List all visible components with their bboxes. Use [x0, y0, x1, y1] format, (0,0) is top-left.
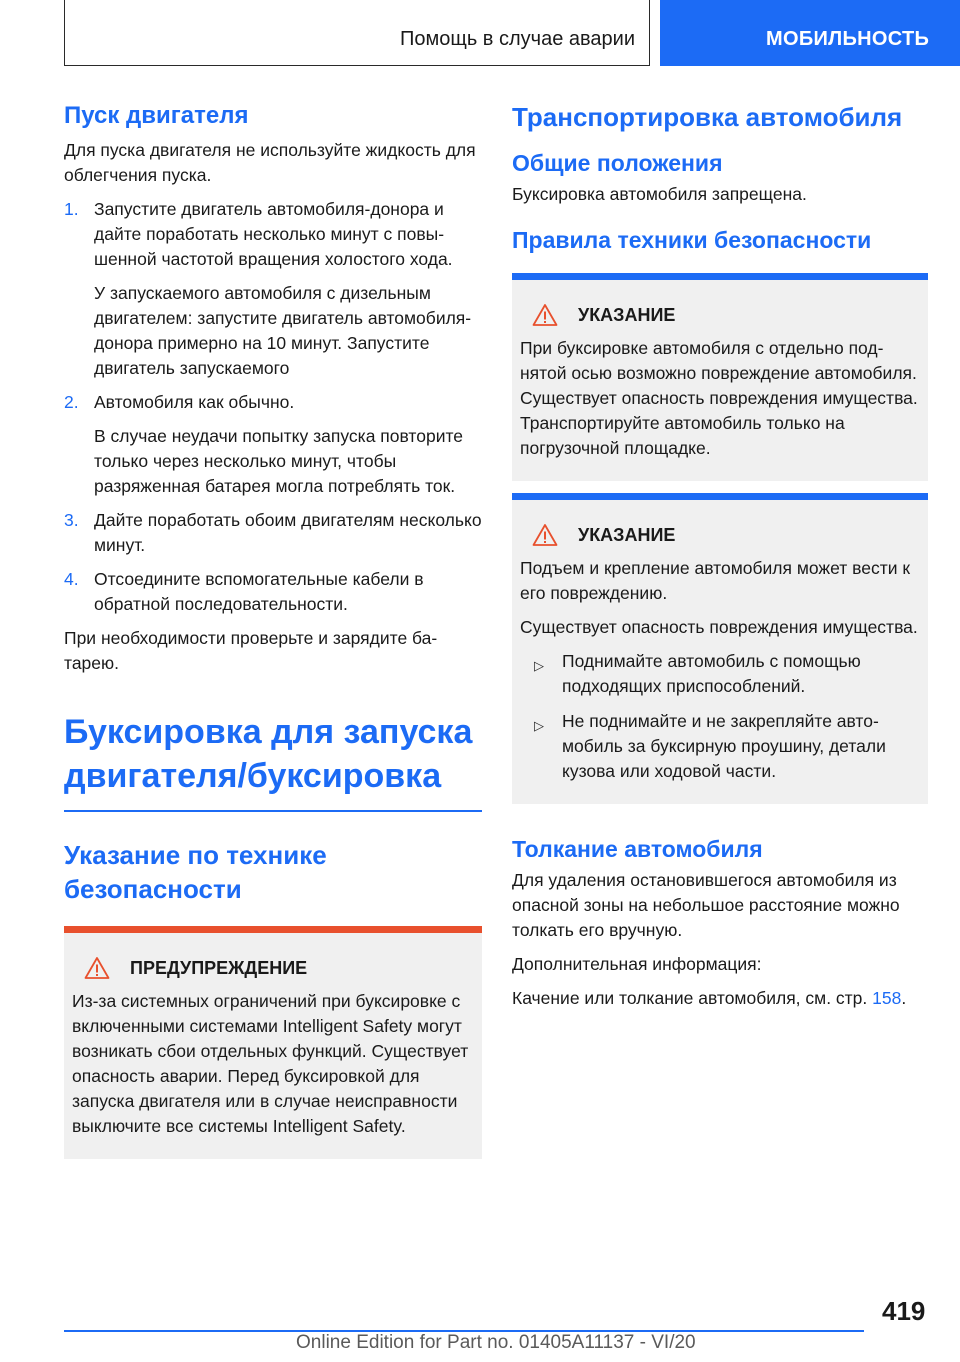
triangle-bullet-icon: ▷	[534, 658, 544, 673]
step-number: 2.	[64, 392, 79, 412]
warning-box	[64, 926, 482, 1159]
notice-text: Подъем и крепление автомобиля может вести к его повреждению.	[520, 558, 911, 603]
pushing-heading: Толкание автомобиля	[512, 836, 763, 862]
step-text: Запустите двигатель автомобиля-донора и дайте поработать несколько минут с повышенной частотой вращения холостого хода.	[94, 199, 453, 269]
edition-info: Online Edition for Part no. 01405A11137 - VI/20	[296, 1332, 696, 1353]
warning-triangle-icon	[532, 523, 558, 547]
warning-title	[72, 955, 474, 981]
step-text: Отсоедините вспомогательные кабели в обратной последовательности.	[94, 569, 424, 614]
cross-reference-text: Качение или толкание автомобиля, см. стр.	[512, 988, 868, 1008]
notice-box	[512, 493, 928, 804]
notice-text: Существует опасность повреждения имущества.	[520, 617, 918, 637]
step-subtext: У запускаемого автомобиля с дизельным двигателем: запустите двигатель автомобиля-донора примерно на 10 минут. Запустите двигатель запускаемого	[94, 283, 472, 378]
bullet-item	[520, 649, 920, 699]
right-column	[512, 100, 928, 1020]
warning-triangle-icon	[84, 956, 110, 980]
header-chapter-label: МОБИЛЬНОСТЬ	[766, 28, 930, 50]
step-subtext: В случае неудачи попытку запуска повторите только через несколько минут, чтобы разряженная батарея могла потреблять ток.	[94, 426, 464, 496]
more-info-label: Дополнительная информация:	[512, 954, 762, 974]
bullet-text: Не поднимайте и не закрепляйте автомобиль за буксирную проушину, детали кузова или ходовой части.	[562, 711, 886, 781]
notice-label: УКАЗАНИЕ	[578, 525, 676, 545]
header-section-title: Помощь в случае аварии	[400, 28, 635, 50]
header-chapter-tab	[660, 0, 960, 66]
safety-rules-heading: Правила техники безопасности	[512, 227, 872, 253]
step-item	[64, 197, 482, 272]
page-reference-link[interactable]: 158	[872, 988, 902, 1008]
step-text: Дайте поработать обоим двигателям несколько минут.	[94, 510, 482, 555]
step-item	[64, 567, 482, 617]
transport-heading: Транспортировка автомобиля	[512, 102, 903, 132]
step-number: 3.	[64, 510, 79, 530]
pushing-text: Для удаления остановившегося автомобиля из опасной зоны на небольшое расстояние можно толкать его вручную.	[512, 870, 900, 940]
page-header	[0, 0, 960, 66]
notice-label: УКАЗАНИЕ	[578, 305, 676, 325]
cross-reference	[512, 986, 928, 1011]
cross-reference-end: .	[901, 988, 907, 1008]
safety-heading: Указание по технике безопасности	[64, 839, 327, 904]
triangle-bullet-icon: ▷	[534, 718, 544, 733]
bullet-text: Поднимайте автомобиль с помощью подходящих приспособлений.	[562, 651, 861, 696]
notice-box	[512, 273, 928, 481]
start-engine-intro: Для пуска двигателя не используйте жидкость для облегчения пуска.	[64, 140, 476, 185]
bullet-item	[520, 709, 920, 784]
general-text: Буксировка автомобиля запрещена.	[512, 184, 807, 204]
step-item	[64, 390, 482, 415]
battery-check-note: При необходимости проверьте и зарядите батарею.	[64, 628, 438, 673]
left-column	[64, 100, 482, 1159]
notice-title	[520, 302, 920, 328]
warning-text: Из-за системных ограничений при буксировке с включенными системами Intelligent Safety могут возникать сбои отдельных функций. Существует опасность аварии. Перед буксировкой для запуска двигателя или в случае неисправности выключите все системы Intelligent Safety.	[72, 990, 469, 1136]
notice-title	[520, 522, 920, 548]
page-number: 419	[882, 1296, 926, 1326]
general-heading: Общие положения	[512, 150, 723, 176]
step-item	[64, 508, 482, 558]
header-section-box	[64, 0, 650, 66]
step-text: Автомобиля как обычно.	[94, 392, 295, 412]
warning-triangle-icon	[532, 303, 558, 327]
heading-divider	[64, 810, 482, 812]
step-number: 1.	[64, 199, 79, 219]
start-engine-heading: Пуск двигателя	[64, 102, 249, 129]
warning-label: ПРЕДУПРЕЖДЕНИЕ	[130, 957, 308, 978]
notice-text: При буксировке автомобиля с отдельно поднятой осью возможно повреждение автомобиля. Существует опасность повреждения имущества. Транспортируйте автомобиль только на погрузочной площадке.	[520, 338, 918, 458]
towing-heading: Буксировка для запуска двигателя/буксировка	[64, 713, 473, 795]
step-number: 4.	[64, 569, 79, 589]
